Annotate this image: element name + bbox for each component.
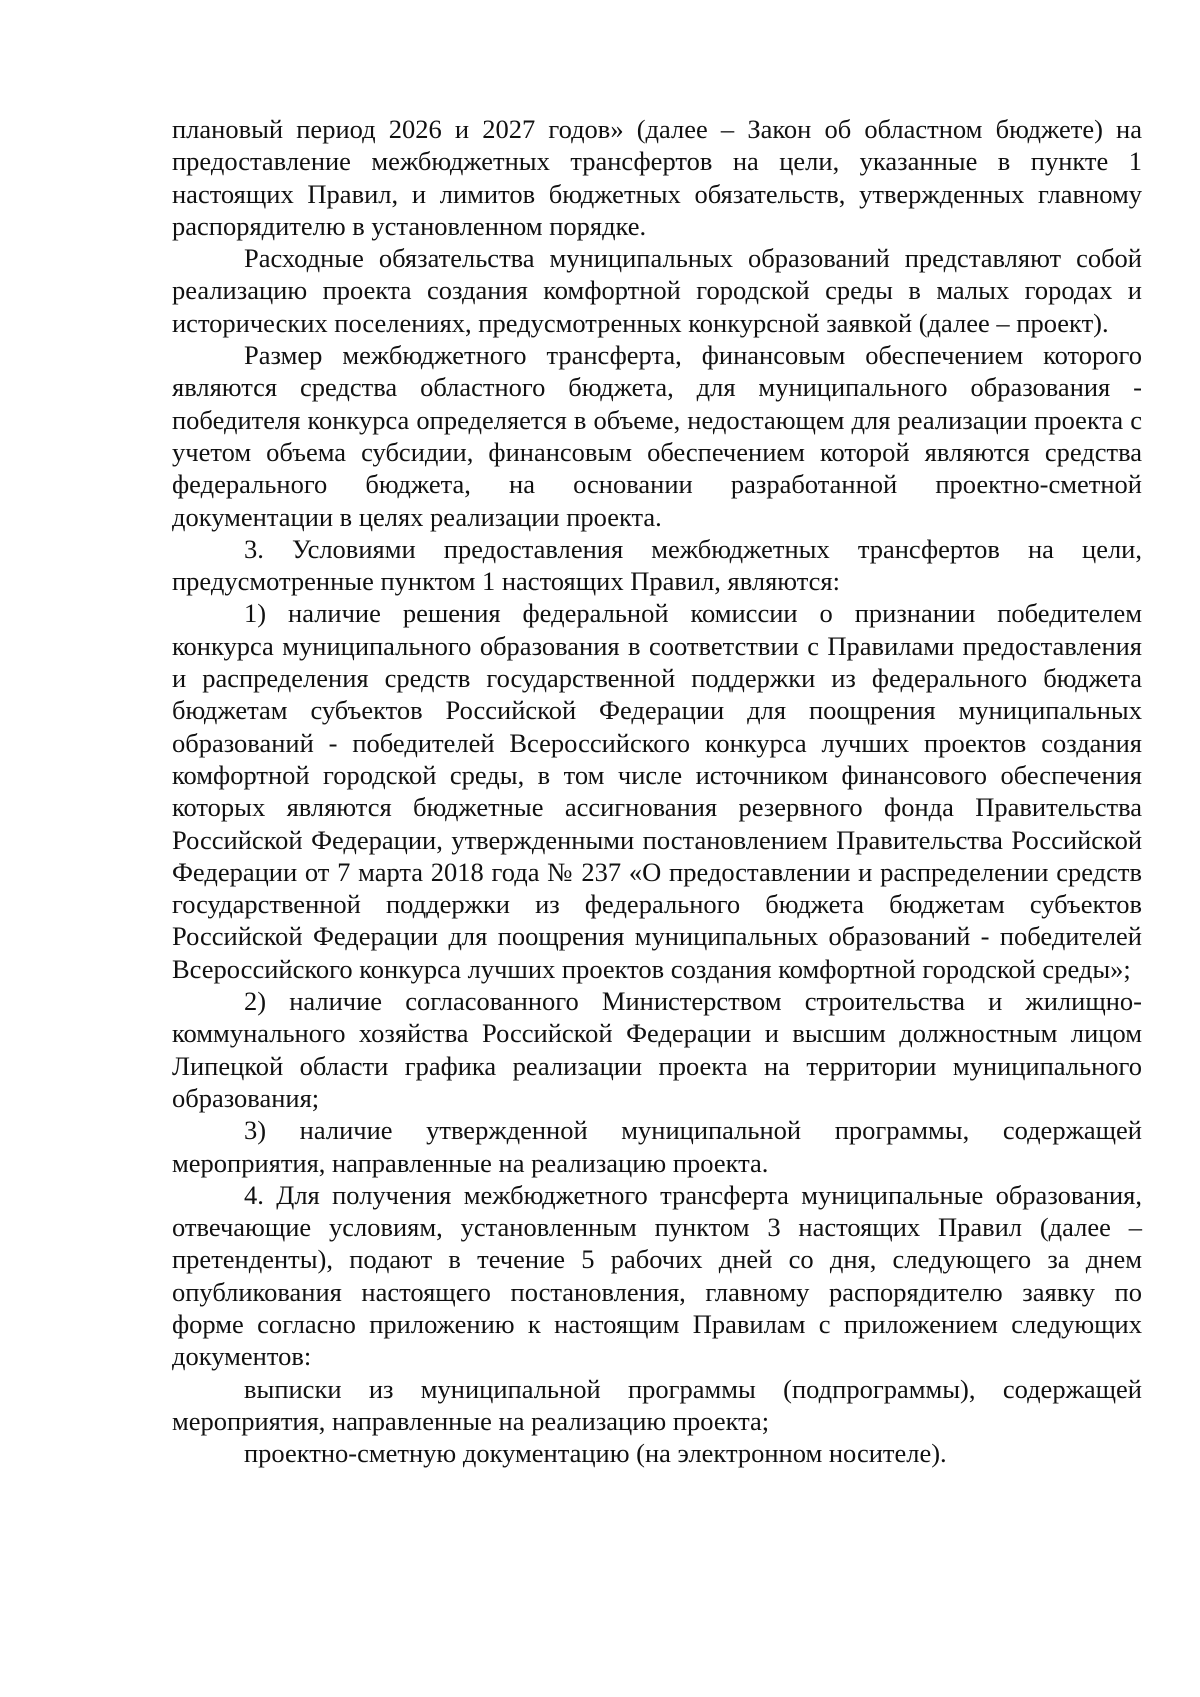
document-page xyxy=(172,113,1142,1469)
paragraph-condition-2: 2) наличие согласованного Министерством строительства и жилищно-коммунального хозяйства Российской Федерации и высшим должностным лицом Липецкой области графика реализации проекта на территории муниципального образования; xyxy=(172,986,1142,1113)
paragraph-item-4: 4. Для получения межбюджетного трансферта муниципальные образования, отвечающие условиям, установленным пунктом 3 настоящих Правил (далее – претенденты), подают в течение 5 рабочих дней со дня, следующего за днем опубликования настоящего постановления, главному распорядителю заявку по форме согласно приложению к настоящим Правилам с приложением следующих документов: xyxy=(172,1179,1142,1372)
paragraph-expense-obligations: Расходные обязательства муниципальных образований представляют собой реализацию проекта создания комфортной городской среды в малых городах и исторических поселениях, предусмотренных конкурсной заявкой (далее – проект). xyxy=(172,243,1142,338)
paragraph-document-extracts: выписки из муниципальной программы (подпрограммы), содержащей мероприятия, направленные на реализацию проекта; xyxy=(172,1373,1142,1436)
paragraph-document-design: проектно-сметную документацию (на электронном носителе). xyxy=(244,1438,947,1469)
paragraph-continuation: плановый период 2026 и 2027 годов» (далее – Закон об областном бюджете) на предоставление межбюджетных трансфертов на цели, указанные в пункте 1 настоящих Правил, и лимитов бюджетных обязательств, утвержденных главному распорядителю в установленном порядке. xyxy=(172,114,1142,241)
paragraph-condition-3: 3) наличие утвержденной муниципальной программы, содержащей мероприятия, направленные на реализацию проекта. xyxy=(172,1115,1142,1178)
paragraph-transfer-amount: Размер межбюджетного трансферта, финансовым обеспечением которого являются средства областного бюджета, для муниципального образования - победителя конкурса определяется в объеме, недостающем для реализации проекта с учетом объема субсидии, финансовым обеспечением которой являются средства федерального бюджета, на основании разработанной проектно-сметной документации в целях реализации проекта. xyxy=(172,340,1142,532)
paragraph-condition-1: 1) наличие решения федеральной комиссии о признании победителем конкурса муниципального образования в соответствии с Правилами предоставления и распределения средств государственной поддержки из федерального бюджета бюджетам субъектов Российской Федерации для поощрения муниципальных образований - победителей Всероссийского конкурса лучших проектов создания комфортной городской среды, в том числе источником финансового обеспечения которых являются бюджетные ассигнования резервного фонда Правительства Российской Федерации, утвержденными постановлением Правительства Российской Федерации от 7 марта 2018 года № 237 «О предоставлении и распределении средств государственной поддержки из федерального бюджета бюджетам субъектов Российской Федерации для поощрения муниципальных образований - победителей Всероссийского конкурса лучших проектов создания комфортной городской среды»; xyxy=(172,598,1142,984)
paragraph-item-3: 3. Условиями предоставления межбюджетных трансфертов на цели, предусмотренные пунктом 1 настоящих Правил, являются: xyxy=(172,533,1142,597)
